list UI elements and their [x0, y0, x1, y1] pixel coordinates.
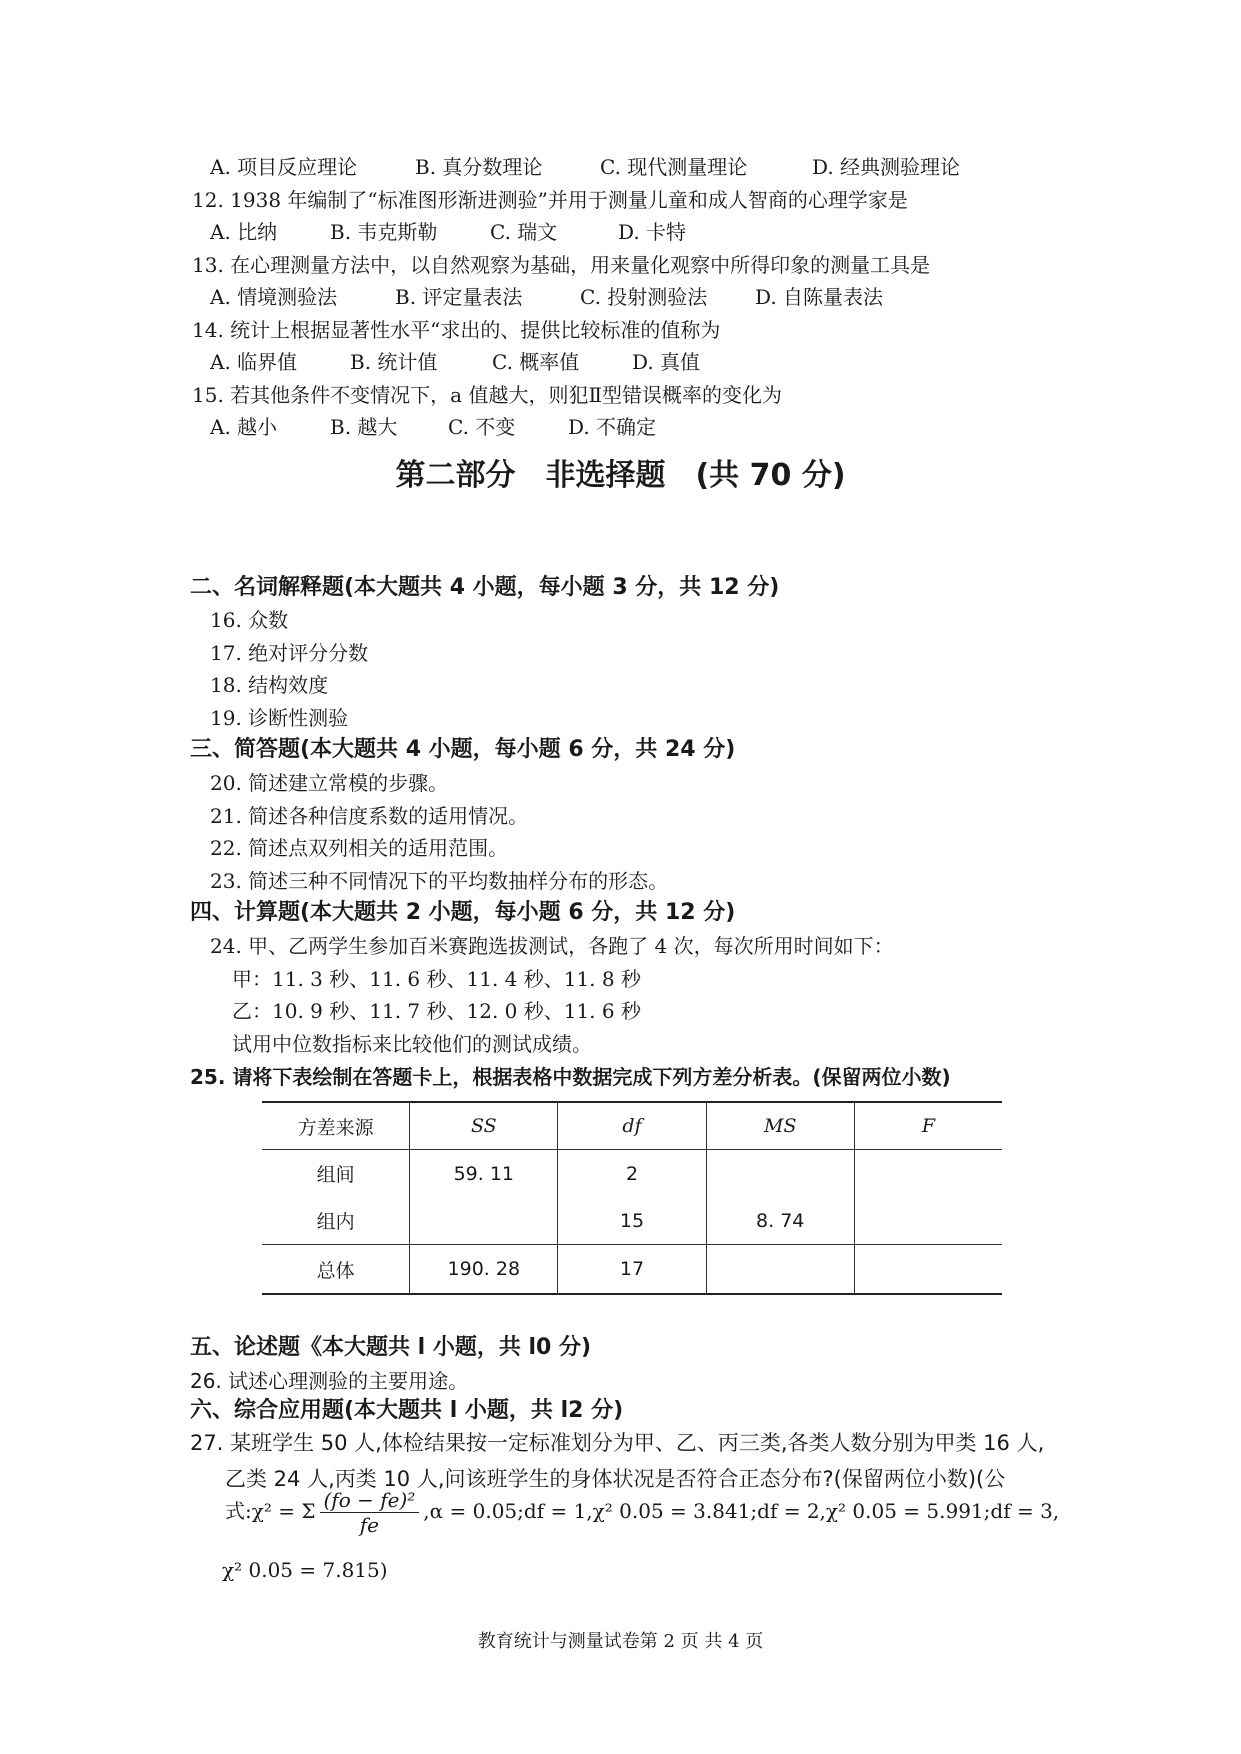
anova-cell [854, 1197, 1002, 1245]
anova-cell: 组间 [316, 1164, 355, 1186]
section5-title: 五、论述题《本大题共 l 小题，共 l0 分) [190, 1335, 592, 1360]
section4-title: 四、计算题(本大题共 2 小题，每小题 6 分，共 12 分) [190, 900, 736, 925]
q12-text: 12. 1938 年编制了“标准图形渐进测验”并用于测量儿童和成人智商的心理学家是 [192, 188, 908, 212]
q19: 19. 诊断性测验 [210, 706, 349, 730]
formula-numerator: (fo − fe)² [320, 1488, 420, 1513]
q11-option-a: A. 项目反应理论 [210, 155, 358, 179]
q25-text: 25. 请将下表绘制在答题卡上，根据表格中数据完成下列方差分析表。(保留两位小数) [190, 1065, 951, 1089]
q14-option-c: C. 概率值 [492, 350, 580, 374]
q20: 20. 简述建立常模的步骤。 [210, 771, 449, 795]
anova-cell: 8. 74 [706, 1197, 854, 1245]
q22: 22. 简述点双列相关的适用范围。 [210, 836, 509, 860]
q13-option-d: D. 自陈量表法 [755, 285, 884, 309]
anova-cell: 15 [558, 1197, 706, 1245]
anova-header-df: df [558, 1102, 706, 1150]
q13-option-c: C. 投射测验法 [580, 285, 708, 309]
q15-option-d: D. 不确定 [568, 415, 657, 439]
anova-cell: 组内 [316, 1211, 355, 1233]
anova-header-f: F [854, 1102, 1002, 1150]
q18: 18. 结构效度 [210, 673, 329, 697]
q24-text: 24. 甲、乙两学生参加百米赛跑选拔测试，各跑了 4 次，每次所用时间如下： [210, 934, 894, 958]
q14-option-a: A. 临界值 [210, 350, 298, 374]
anova-cell [854, 1150, 1002, 1198]
anova-cell [854, 1245, 1002, 1295]
q12-option-b: B. 韦克斯勒 [330, 220, 438, 244]
q14-option-d: D. 真值 [632, 350, 701, 374]
q15-option-a: A. 越小 [210, 415, 278, 439]
q12-option-d: D. 卡特 [618, 220, 687, 244]
anova-cell: 190. 28 [410, 1245, 558, 1295]
table-row [262, 1245, 1002, 1295]
q15-text: 15. 若其他条件不变情况下，a 值越大，则犯Ⅱ型错误概率的变化为 [192, 383, 783, 407]
anova-table [262, 1101, 1002, 1295]
q23: 23. 简述三种不同情况下的平均数抽样分布的形态。 [210, 869, 669, 893]
q21: 21. 简述各种信度系数的适用情况。 [210, 804, 529, 828]
q24-instruction: 试用中位数指标来比较他们的测试成绩。 [232, 1032, 592, 1056]
page-footer: 教育统计与测量试卷第 2 页 共 4 页 [477, 1631, 764, 1652]
anova-cell [706, 1150, 854, 1198]
anova-header-ss: SS [410, 1102, 558, 1150]
formula-denominator: fe [359, 1513, 380, 1537]
anova-cell: 总体 [262, 1245, 410, 1295]
q12-option-c: C. 瑞文 [490, 220, 558, 244]
q26: 26. 试述心理测验的主要用途。 [190, 1369, 469, 1393]
anova-cell: 2 [558, 1150, 706, 1198]
anova-cell: 59. 11 [410, 1150, 558, 1198]
part2-title: 第二部分 非选择题 (共 70 分) [395, 458, 846, 493]
table-row [262, 1197, 1002, 1245]
section2-title: 二、名词解释题(本大题共 4 小题，每小题 3 分，共 12 分) [190, 575, 780, 600]
q15-option-b: B. 越大 [330, 415, 398, 439]
anova-cell [410, 1197, 558, 1245]
table-row [262, 1150, 1002, 1198]
q11-option-d: D. 经典测验理论 [812, 155, 961, 179]
q27-line1: 27. 某班学生 50 人,体检结果按一定标准划分为甲、乙、丙三类,各类人数分别为甲类 16 人, [190, 1431, 1045, 1455]
formula-critical-values: ,α = 0.05;df = 1,χ² 0.05 = 3.841;df = 2,χ² 0.05 = 5.991;df = 3, [423, 1499, 1060, 1523]
q16: 16. 众数 [210, 608, 289, 632]
q12-option-a: A. 比纳 [210, 220, 278, 244]
section6-title: 六、综合应用题(本大题共 l 小题，共 l2 分) [190, 1398, 624, 1423]
q17: 17. 绝对评分分数 [210, 641, 369, 665]
q11-option-b: B. 真分数理论 [415, 155, 543, 179]
formula-prefix: 式:χ² = Σ [225, 1499, 316, 1523]
formula-fraction [320, 1488, 420, 1537]
formula-last-line: χ² 0.05 = 7.815) [222, 1558, 388, 1582]
anova-cell: 17 [558, 1245, 706, 1295]
q14-option-b: B. 统计值 [350, 350, 438, 374]
anova-header-ms: MS [706, 1102, 854, 1150]
section3-title: 三、简答题(本大题共 4 小题，每小题 6 分，共 24 分) [190, 737, 736, 762]
anova-header-row [262, 1102, 1002, 1150]
q14-text: 14. 统计上根据显著性水平“求出的、提供比较标准的值称为 [192, 318, 721, 342]
chi-square-formula [225, 1488, 1059, 1537]
q15-option-c: C. 不变 [448, 415, 516, 439]
q13-option-a: A. 情境测验法 [210, 285, 338, 309]
q11-option-c: C. 现代测量理论 [600, 155, 748, 179]
q27-line2: 乙类 24 人,丙类 10 人,问该班学生的身体状况是否符合正态分布?(保留两位小数)(公 [225, 1467, 1006, 1491]
q13-text: 13. 在心理测量方法中，以自然观察为基础，用来量化观察中所得印象的测量工具是 [192, 253, 931, 277]
q24-jia-times: 甲：11. 3 秒、11. 6 秒、11. 4 秒、11. 8 秒 [232, 967, 641, 991]
anova-cell [706, 1245, 854, 1295]
anova-header-source: 方差来源 [262, 1102, 410, 1150]
q24-yi-times: 乙：10. 9 秒、11. 7 秒、12. 0 秒、11. 6 秒 [232, 999, 641, 1023]
q13-option-b: B. 评定量表法 [395, 285, 523, 309]
